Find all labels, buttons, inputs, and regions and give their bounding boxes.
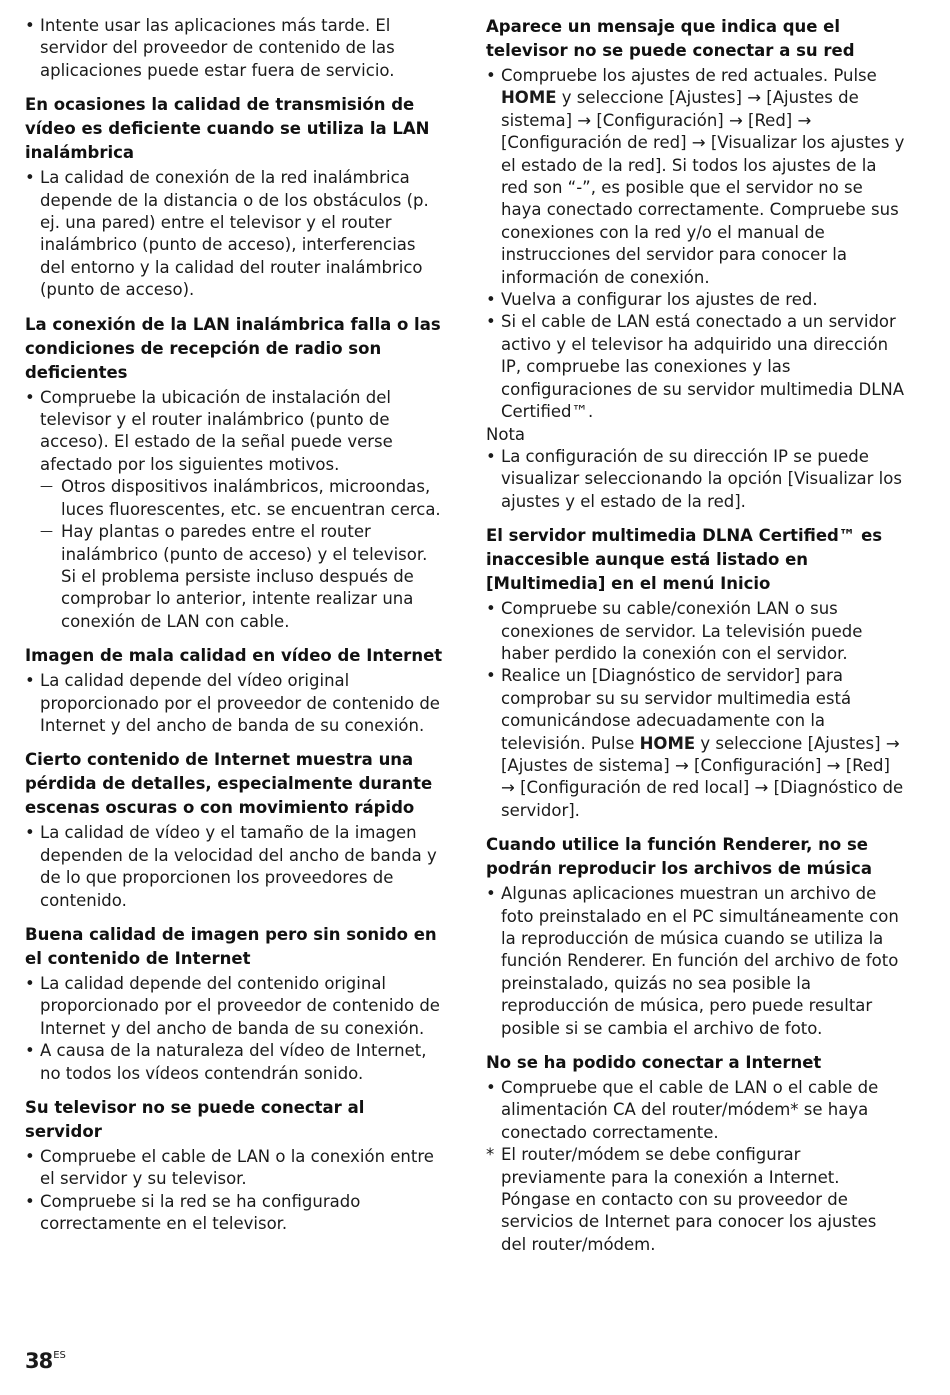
note-label: Nota <box>486 424 526 444</box>
section-internet-video <box>25 644 443 737</box>
list-item: • Si el cable de LAN está conectado a un servidor activo y el televisor ha adquirido una dirección IP, compruebe las conexiones y las configuraciones de su servidor multimedia DLNA Certified™. <box>486 311 906 423</box>
section-server-connect <box>25 1096 443 1236</box>
bullet-list <box>486 883 906 1040</box>
section-title: Imagen de mala calidad en vídeo de Internet <box>25 646 443 666</box>
bullet-list <box>25 670 443 737</box>
list-item: • Compruebe si la red se ha configurado correctamente en el televisor. <box>25 1191 443 1236</box>
list-item: • A causa de la naturaleza del vídeo de Internet, no todos los vídeos contendrán sonido. <box>25 1040 443 1085</box>
dash-item: — Hay plantas o paredes entre el router inalámbrico (punto de acceso) y el televisor. <box>25 521 443 566</box>
list-item: • Compruebe su cable/conexión LAN o sus conexiones de servidor. La televisión puede haber perdido la conexión con el servidor. <box>486 598 906 665</box>
page-footer <box>25 1349 66 1373</box>
home-key-label: HOME <box>501 88 557 108</box>
page-number: 38 <box>25 1349 53 1373</box>
text-run: Realice un [Diagnóstico de servidor] para comprobar su su servidor multimedia está comunicándose adecuadamente con la televisión. Pulse <box>501 666 852 753</box>
bullet-list <box>25 822 443 912</box>
section-wireless-failure <box>25 313 443 633</box>
section-title: Cuando utilice la función Renderer, no se podrán reproducir los archivos de música <box>486 835 872 879</box>
section-title: Cierto contenido de Internet muestra una pérdida de detalles, especialmente durante escenas oscuras o con movimiento rápido <box>25 750 433 818</box>
section-title: Aparece un mensaje que indica que el televisor no se puede conectar a su red <box>486 17 855 60</box>
text-run: Compruebe los ajustes de red actuales. Pulse <box>501 66 877 85</box>
section-network-message <box>486 15 906 513</box>
left-column <box>25 15 443 1247</box>
list-item: • Algunas aplicaciones muestran un archivo de foto preinstalado en el PC simultáneamente con la reproducción de música cuando se utiliza la función Renderer. En función del archivo de foto preinstalado, quizás no sea posible la reproducción de música, pero puede resultar posible si se cambia el archivo de foto. <box>486 883 906 1040</box>
bullet-list <box>486 1077 906 1256</box>
bullet-list <box>486 598 906 822</box>
home-key-label: HOME <box>639 733 696 753</box>
text-run: y seleccione [Ajustes] → [Ajustes de sistema] → [Configuración] → [Red] → [Configuración de red local] → [Diagnóstico de servidor]. <box>501 733 904 820</box>
section-dlna-inaccessible <box>486 524 906 822</box>
section-wireless-quality <box>25 93 443 301</box>
list-item: • Compruebe la ubicación de instalación del televisor y el router inalámbrico (punto de acceso). El estado de la señal puede verse afectado por los siguientes motivos. <box>25 387 443 477</box>
bullet-list <box>25 15 443 82</box>
right-column <box>486 15 906 1267</box>
list-item: • La calidad depende del vídeo original proporcionado por el proveedor de contenido de Internet y del ancho de banda de su conexión. <box>25 670 443 737</box>
section-title: No se ha podido conectar a Internet <box>486 1053 822 1073</box>
bullet-list <box>486 65 906 424</box>
section-no-internet <box>486 1051 906 1256</box>
section-title: En ocasiones la calidad de transmisión de vídeo es deficiente cuando se utiliza la LAN inalámbrica <box>25 95 430 163</box>
list-item <box>486 65 906 289</box>
intro-section <box>25 15 443 82</box>
section-title: Su televisor no se puede conectar al servidor <box>25 1098 365 1141</box>
continuation-text: Si el problema persiste incluso después de comprobar lo anterior, intente realizar una conexión de LAN con cable. <box>61 566 414 631</box>
text-run: y seleccione [Ajustes] → [Ajustes de sistema] → [Configuración] → [Red] → [Configuración de red] → [Visualizar los ajustes y el estado de la red]. Si todos los ajustes de la red son “-”, es posible que el servidor no se haya conectado correctamente. Compruebe sus conexiones con la red y/o el manual de instrucciones del servidor para conocer la información de conexión. <box>501 88 905 287</box>
list-item <box>486 665 906 822</box>
list-item: • Compruebe el cable de LAN o la conexión entre el servidor y su televisor. <box>25 1146 443 1191</box>
language-code: ES <box>53 1350 66 1361</box>
bullet-list <box>25 387 443 566</box>
bullet-list <box>25 973 443 1085</box>
section-title: El servidor multimedia DLNA Certified™ es inaccesible aunque está listado en [Multimedia] en el menú Inicio <box>486 526 883 594</box>
bullet-list <box>486 446 906 513</box>
list-item: • La configuración de su dirección IP se puede visualizar seleccionando la opción [Visualizar los ajustes y el estado de la red]. <box>486 446 906 513</box>
bullet-list <box>25 1146 443 1236</box>
list-item: • La calidad depende del contenido original proporcionado por el proveedor de contenido de Internet y del ancho de banda de su conexión. <box>25 973 443 1040</box>
footnote-item: * El router/módem se debe configurar previamente para la conexión a Internet. Póngase en contacto con su proveedor de servicios de Internet para conocer los ajustes del router/módem. <box>486 1144 906 1256</box>
section-title: Buena calidad de imagen pero sin sonido en el contenido de Internet <box>25 924 437 968</box>
section-no-sound <box>25 923 443 1085</box>
list-item: • La calidad de conexión de la red inalámbrica depende de la distancia o de los obstáculos (p. ej. una pared) entre el televisor y el router inalámbrico (punto de acceso), interferencias del entorno y la calidad del router inalámbrico (punto de acceso). <box>25 167 443 301</box>
section-title: La conexión de la LAN inalámbrica falla o las condiciones de recepción de radio son deficientes <box>25 314 441 382</box>
bullet-list <box>25 167 443 301</box>
list-item: • La calidad de vídeo y el tamaño de la imagen dependen de la velocidad del ancho de banda y de lo que proporcionen los proveedores de contenido. <box>25 822 443 912</box>
dash-item: — Otros dispositivos inalámbricos, microondas, luces fluorescentes, etc. se encuentran cerca. <box>25 476 443 521</box>
section-detail-loss <box>25 748 443 912</box>
section-renderer-music <box>486 833 906 1040</box>
list-item: • Intente usar las aplicaciones más tarde. El servidor del proveedor de contenido de las aplicaciones puede estar fuera de servicio. <box>25 15 443 82</box>
list-item: • Vuelva a configurar los ajustes de red. <box>486 289 906 311</box>
list-item: • Compruebe que el cable de LAN o el cable de alimentación CA del router/módem* se haya conectado correctamente. <box>486 1077 906 1144</box>
